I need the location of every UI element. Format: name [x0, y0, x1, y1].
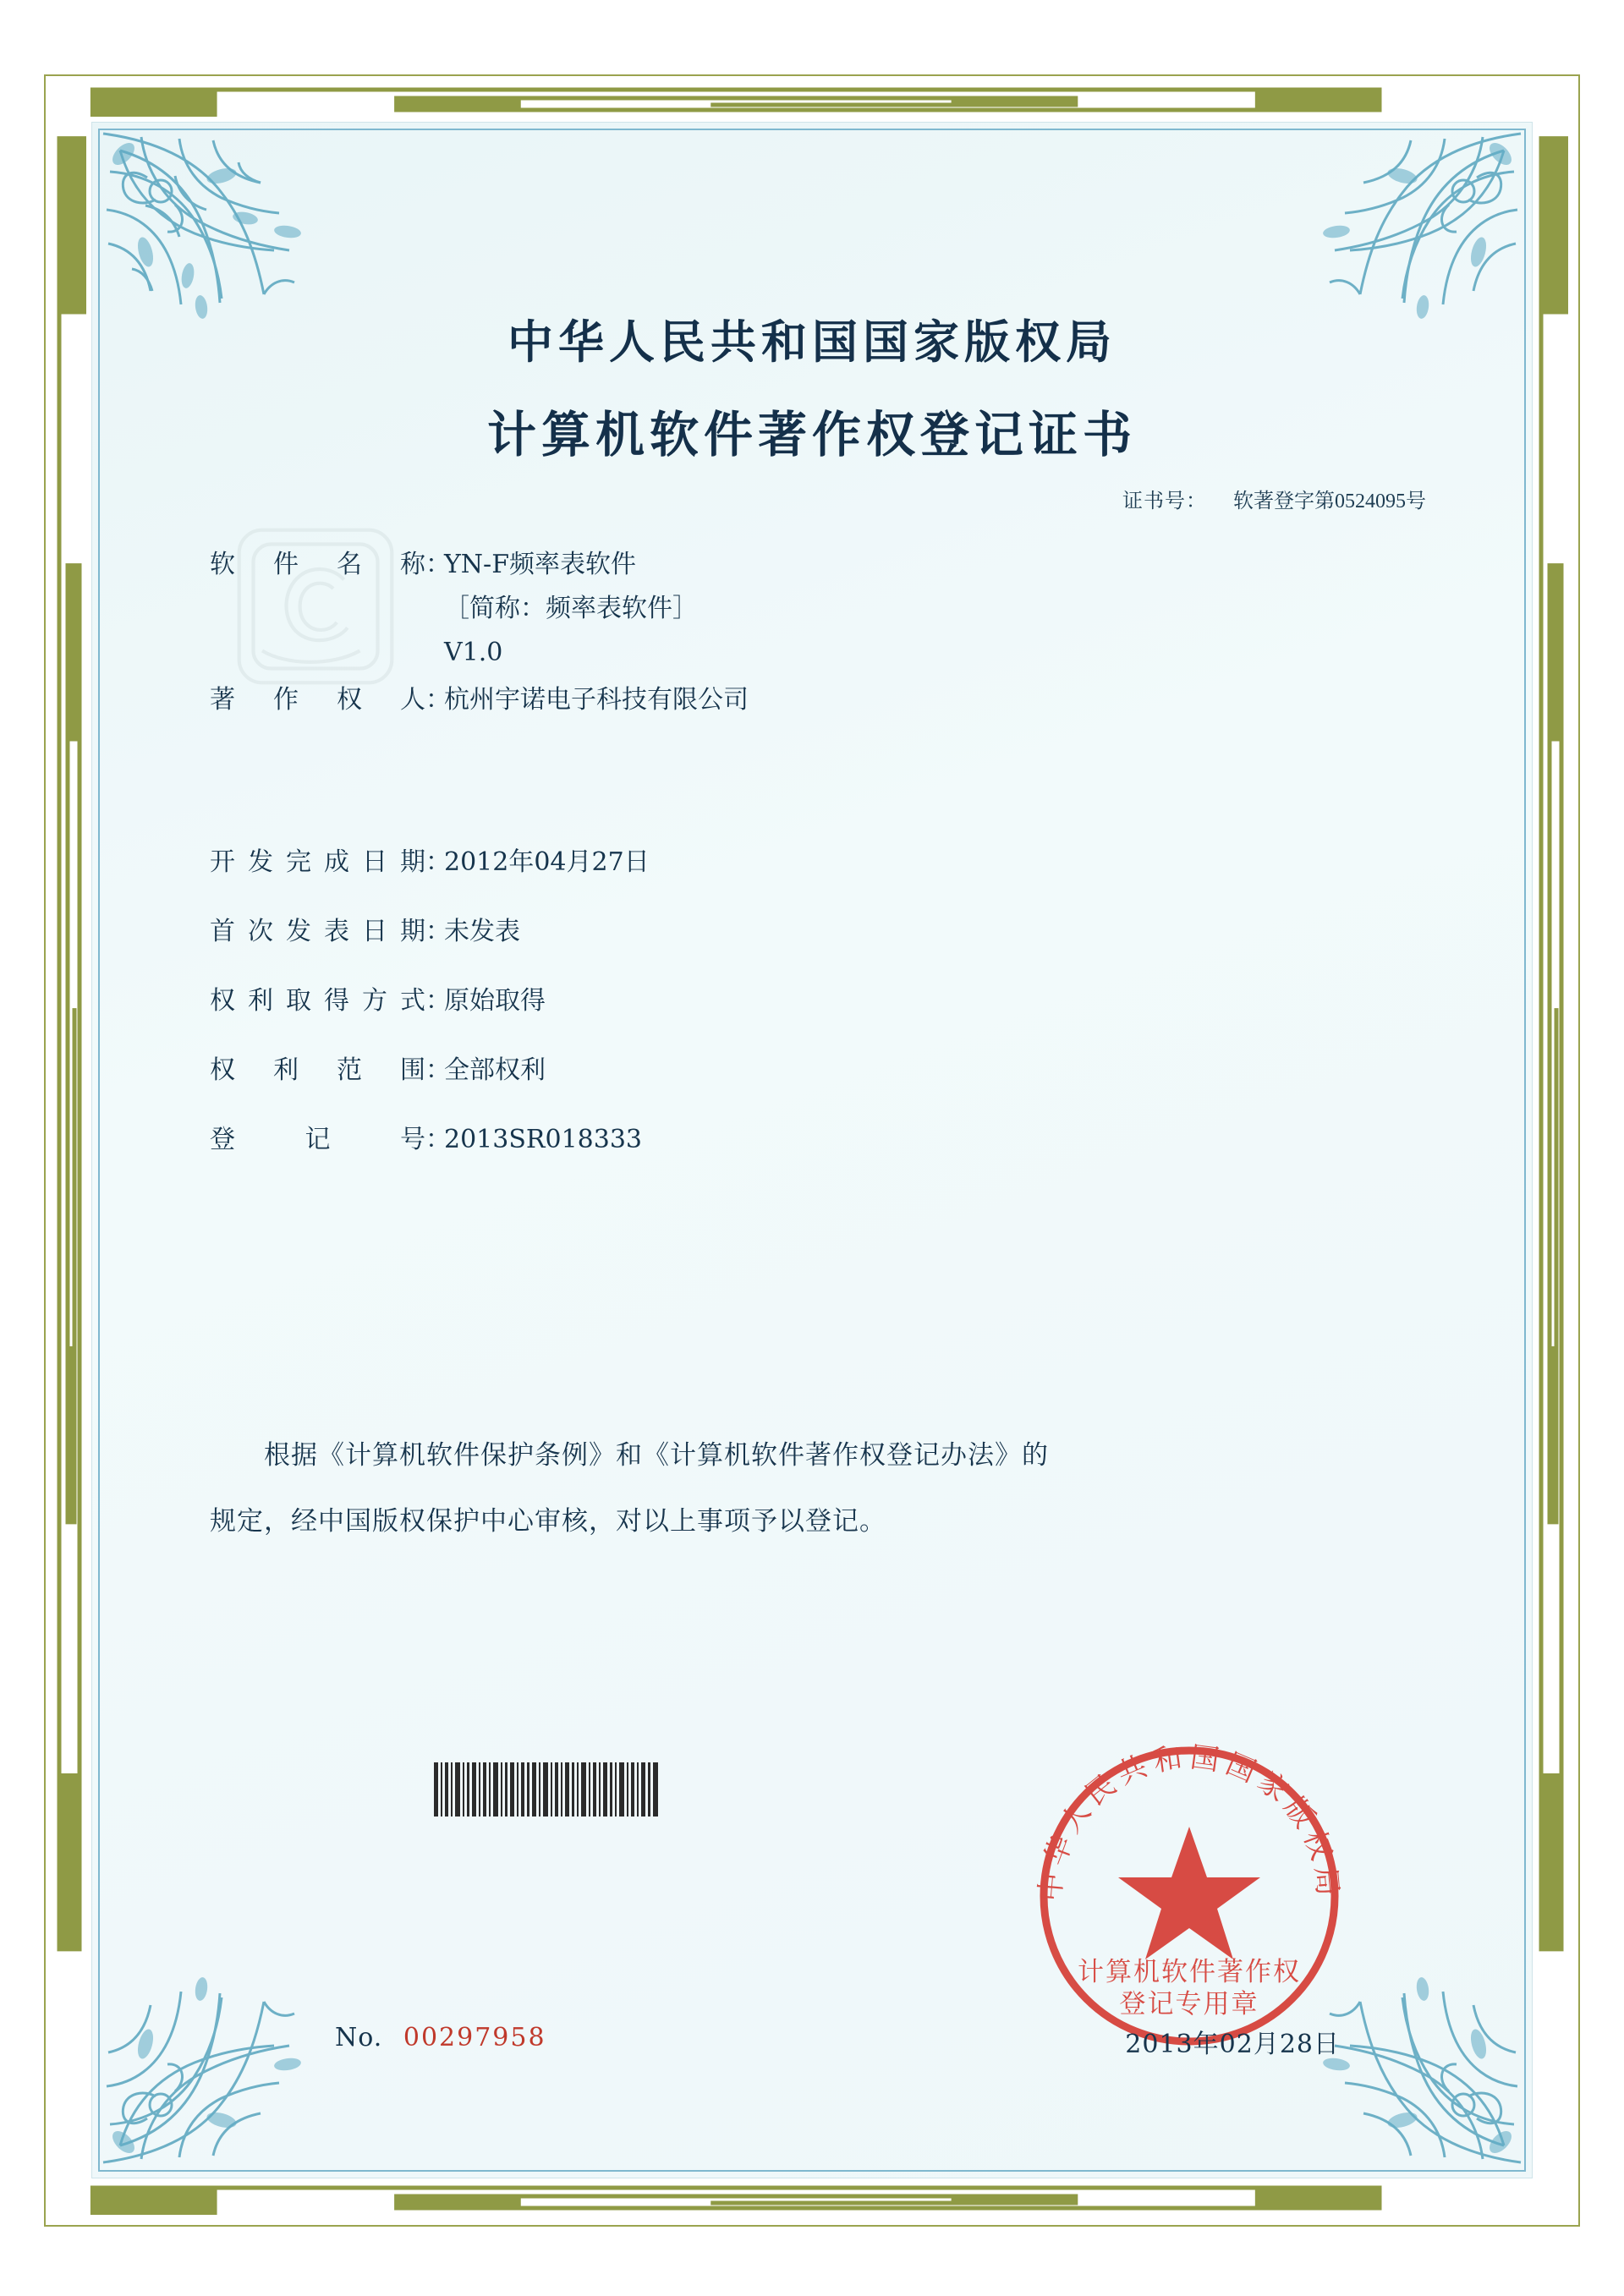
field-first-publish-date: [210, 910, 1419, 954]
field-copyright-owner: [210, 678, 1419, 722]
field-colon: ：: [425, 848, 451, 876]
meander-border-left: [52, 83, 90, 2218]
field-label: 著 作 权 人: [210, 686, 425, 714]
field-value: 全部权利: [444, 1055, 546, 1085]
meander-border-bottom: [52, 2181, 1572, 2218]
certificate-number-value: 软著登字第0524095号: [1233, 490, 1426, 512]
field-rights-scope: [210, 1049, 1419, 1093]
field-colon: ：: [425, 686, 451, 714]
serial-number: [335, 2023, 546, 2052]
field-label: 软 件 名 称: [210, 551, 425, 578]
field-spacer: [210, 748, 1419, 841]
field-value: 原始取得: [444, 986, 546, 1016]
field-colon: ：: [425, 987, 451, 1015]
field-value-line: ［简称：频率表软件］: [444, 594, 698, 623]
field-rights-acquisition: [210, 979, 1419, 1023]
page-title-organization: 中华人民共和国国家版权局: [508, 315, 1116, 369]
field-label: 登 记 号: [210, 1126, 425, 1153]
field-colon: ：: [425, 1056, 451, 1084]
seal-inner-line-1: 计算机软件著作权: [1078, 1957, 1301, 1987]
field-label: 权利取得方式: [210, 987, 425, 1015]
serial-number-label: No.: [335, 2023, 383, 2052]
certificate-number: [1122, 484, 1426, 513]
field-colon: ：: [425, 551, 451, 578]
field-label: 权 利 范 围: [210, 1056, 425, 1084]
certificate-number-label: 证书号：: [1122, 490, 1207, 512]
field-value: 2012年04月27日: [444, 847, 650, 877]
field-value: 杭州宇诺电子科技有限公司: [444, 685, 749, 715]
meander-border-right: [1534, 83, 1572, 2218]
meander-border-top: [52, 83, 1572, 120]
field-software-name: [210, 543, 1419, 675]
seal-outer-text: 中华人民共和国国家版权局: [1033, 1740, 1346, 1904]
certificate-content: [98, 129, 1526, 2172]
serial-number-value: 00297958: [403, 2023, 546, 2052]
field-value: 2013SR018333: [444, 1125, 643, 1154]
seal-inner-line-2: 登记专用章: [1119, 1989, 1259, 2019]
field-development-date: [210, 841, 1419, 885]
barcode-icon: [432, 1761, 661, 1818]
legal-statement: [210, 1422, 1419, 1554]
field-value-line: YN-F频率表软件: [444, 550, 637, 579]
field-value: 未发表: [444, 917, 520, 946]
field-value-line: V1.0: [444, 638, 503, 667]
issue-date: 2013年02月28日: [1125, 2030, 1340, 2059]
official-seal-icon: [1020, 1727, 1358, 2065]
legal-statement-line-2: 规定，经中国版权保护中心审核，对以上事项予以登记。: [210, 1506, 886, 1536]
field-label: 开发完成日期: [210, 848, 425, 876]
page-title-document: 计算机软件著作权登记证书: [486, 406, 1137, 463]
field-label: 首次发表日期: [210, 918, 425, 945]
field-registration-number: [210, 1118, 1419, 1162]
field-value: [444, 543, 698, 675]
field-colon: ：: [425, 1126, 451, 1153]
legal-statement-line-1: 根据《计算机软件保护条例》和《计算机软件著作权登记办法》的: [264, 1440, 1049, 1470]
field-list: [210, 543, 1419, 1187]
field-colon: ：: [425, 918, 451, 945]
